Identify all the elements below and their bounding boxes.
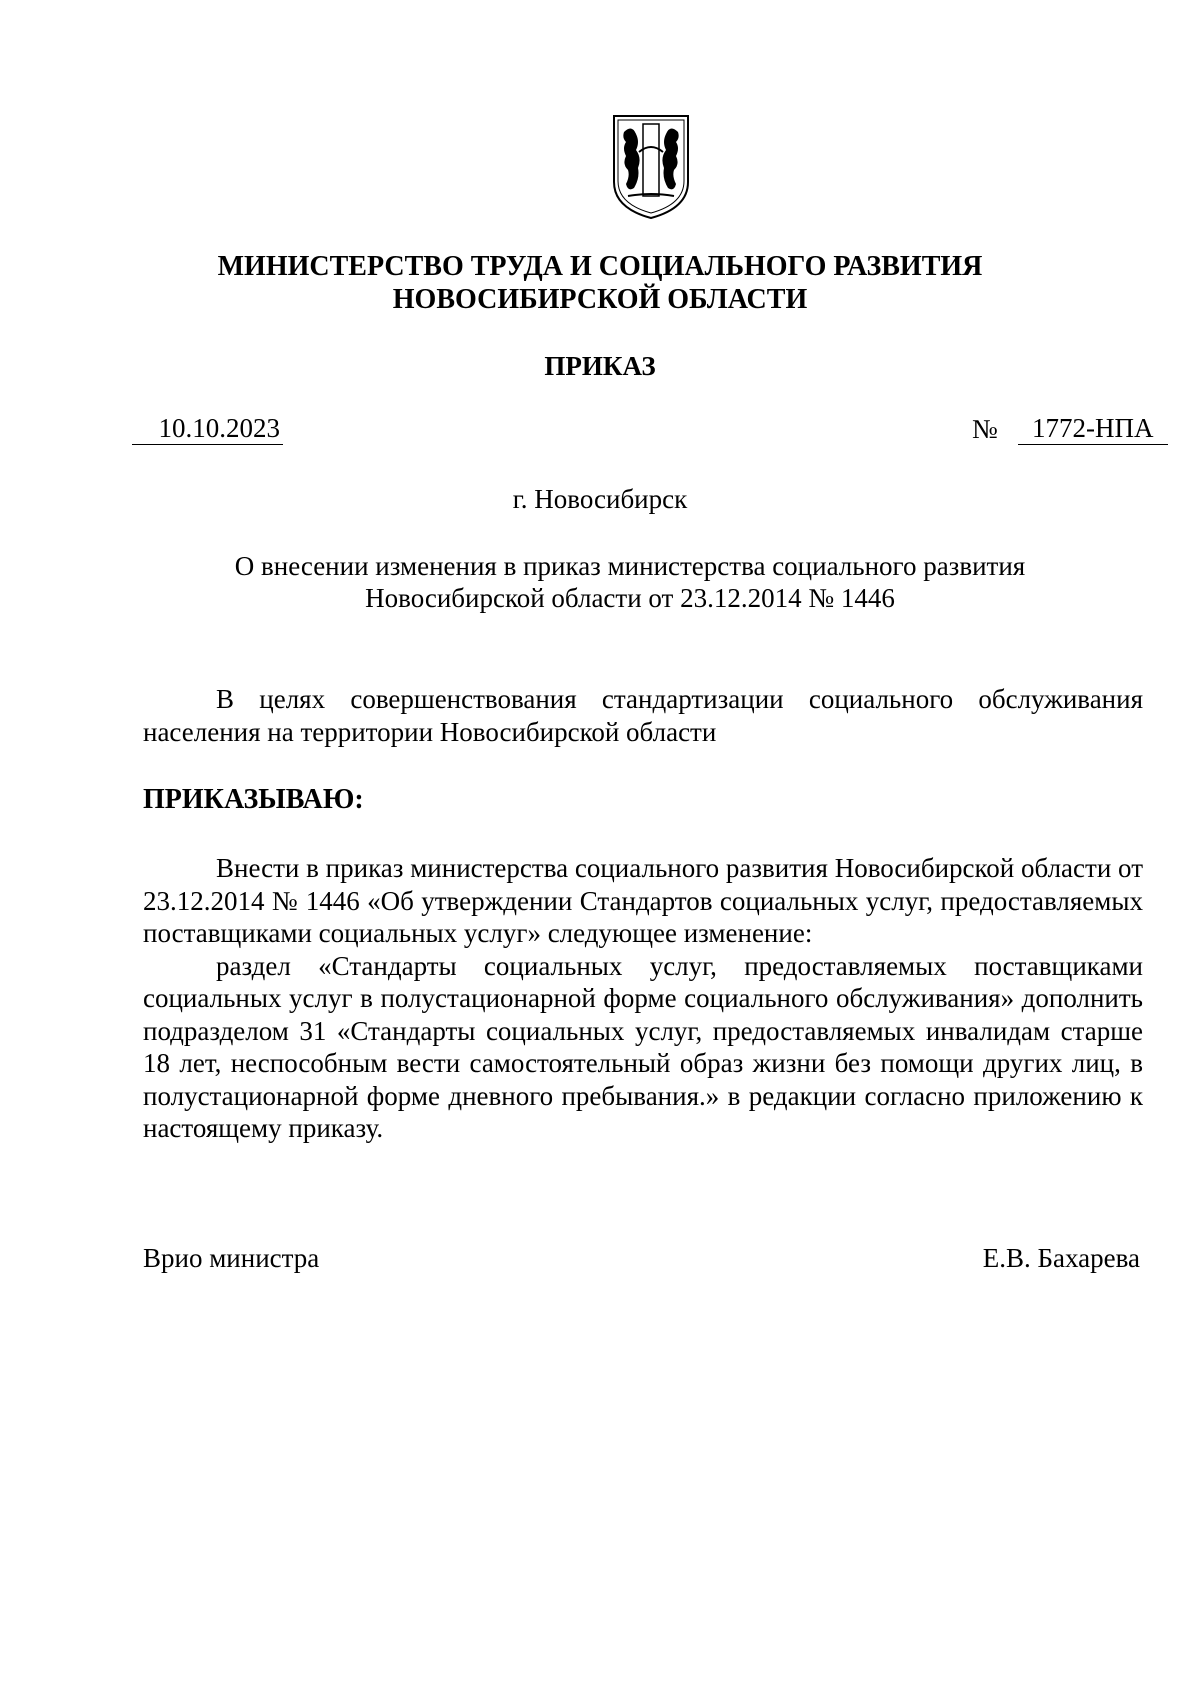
document-type: ПРИКАЗ <box>544 351 656 381</box>
decree-paragraph-2: раздел «Стандарты социальных услуг, предоставляемых поставщиками социальных услуг в полустационарной форме социального обслуживания» дополнить подразделом 31 «Стандарты социальных услуг, предоставляемых инвалидам старше 18 лет, неспособным вести самостоятельный образ жизни без помощи других лиц, в полустационарной форме дневного пребывания.» в редакции согласно приложению к настоящему приказу. <box>143 950 1143 1143</box>
subject-line2: Новосибирской области от 23.12.2014 № 1446 <box>365 583 895 613</box>
preamble <box>143 683 1143 748</box>
signatory-name: Е.В. Бахарева <box>982 1243 1140 1273</box>
document-subject <box>200 550 1060 614</box>
signatory-title: Врио министра <box>143 1243 320 1273</box>
ministry-name-line1: МИНИСТЕРСТВО ТРУДА И СОЦИАЛЬНОГО РАЗВИТИЯ <box>217 251 983 282</box>
document-date: 10.10.2023 <box>132 412 283 445</box>
decree-paragraph-1: Внести в приказ министерства социального развития Новосибирской области от 23.12.2014 № 1446 «Об утверждении Стандартов социальных услуг, предоставляемых поставщиками социальных услуг» следующее изменение: <box>143 853 1143 948</box>
decree-text <box>143 852 1143 1145</box>
coat-of-arms-icon <box>610 112 692 220</box>
subject-line1: О внесении изменения в приказ министерства социального развития <box>234 551 1026 581</box>
order-word: ПРИКАЗЫВАЮ: <box>143 784 364 815</box>
number-value: 1772-НПА <box>1018 412 1168 445</box>
city: г. Новосибирск <box>512 484 688 514</box>
number-sign: № <box>972 414 998 444</box>
preamble-paragraph: В целях совершенствования стандартизации социального обслуживания населения на территории Новосибирской области <box>143 684 1143 747</box>
ministry-name-line2: НОВОСИБИРСКОЙ ОБЛАСТИ <box>392 284 808 315</box>
ministry-name <box>0 250 1200 316</box>
document-number <box>972 412 1168 445</box>
